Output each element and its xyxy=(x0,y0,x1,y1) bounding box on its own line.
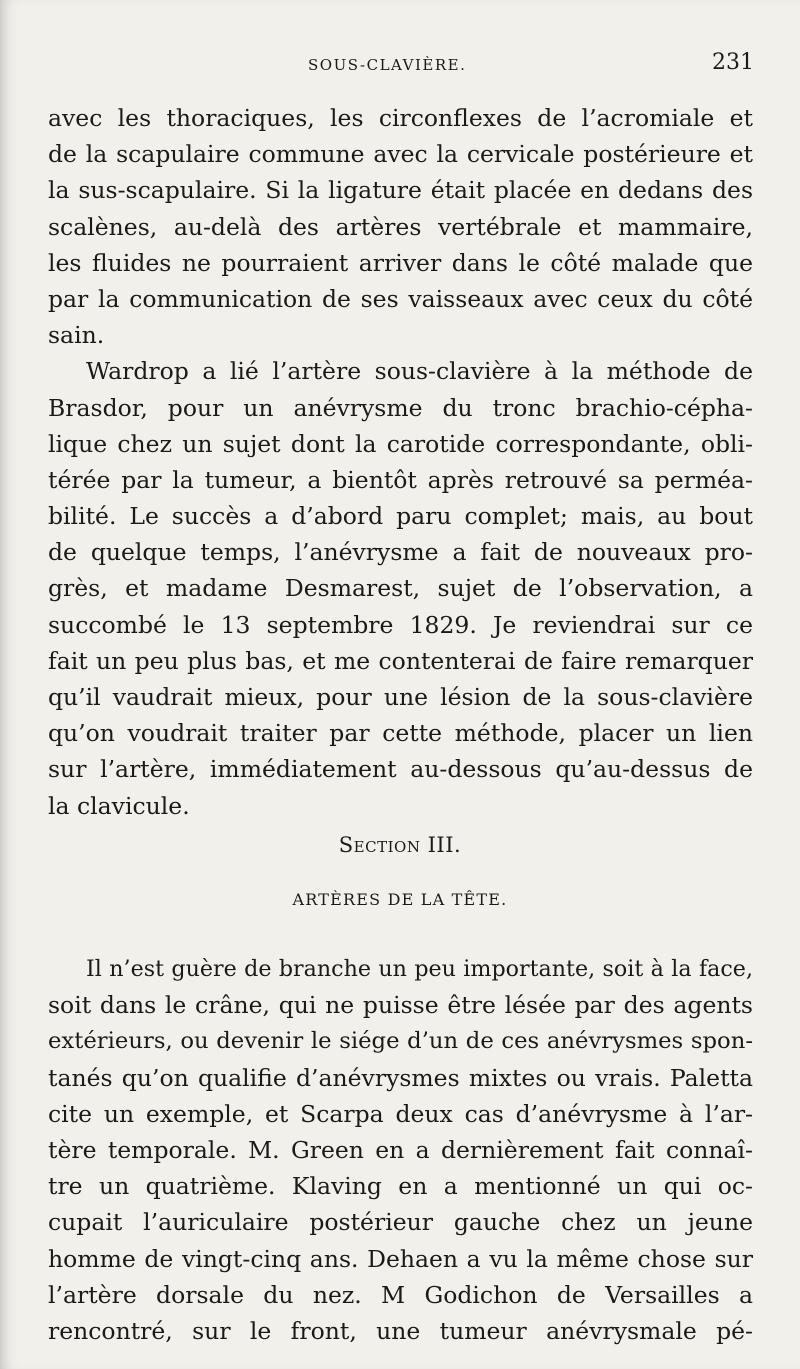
text-line: succombé le 13 septembre 1829. Je reviendrai sur ce xyxy=(48,610,753,639)
text-line: tanés qu’on qualifie d’anévrysmes mixtes ou vrais. Paletta xyxy=(48,1063,753,1092)
text-line: de quelque temps, l’anévrysme a fait de nouveaux pro- xyxy=(48,538,753,567)
text-line: la clavicule. xyxy=(48,791,190,820)
text-line: les fluides ne pourraient arriver dans le côté malade que xyxy=(48,248,753,277)
section-text xyxy=(48,951,753,1349)
body-text xyxy=(48,100,753,824)
text-line: cite un exemple, et Scarpa deux cas d’anévrysme à l’ar- xyxy=(48,1099,753,1128)
text-line: sur l’artère, immédiatement au-dessous qu’au-dessus de xyxy=(48,755,753,784)
text-line: fait un peu plus bas, et me contenterai de faire remarquer xyxy=(48,646,753,675)
text-line: Wardrop a lié l’artère sous-clavière à la méthode de xyxy=(86,357,753,386)
text-line: qu’il vaudrait mieux, pour une lésion de la sous-clavière xyxy=(48,683,753,711)
text-line: la sus-scapulaire. Si la ligature était placée en dedans des xyxy=(48,176,753,205)
text-line: grès, et madame Desmarest, sujet de l’observation, a xyxy=(48,574,753,603)
running-head: SOUS-CLAVIÈRE. xyxy=(308,56,467,74)
text-line: rencontré, sur le front, une tumeur anévrysmale pé- xyxy=(48,1316,753,1345)
text-line: cupait l’auriculaire postérieur gauche chez un jeune xyxy=(48,1208,753,1237)
text-line: soit dans le crâne, qui ne puisse être lésée par des agents xyxy=(48,991,753,1020)
text-line: homme de vingt-cinq ans. Dehaen a vu la même chose sur xyxy=(48,1244,753,1273)
text-line: qu’on voudrait traiter par cette méthode, placer un lien xyxy=(48,719,753,748)
text-line: Il n’est guère de branche un peu importante, soit à la face, xyxy=(86,956,753,982)
text-line: tère temporale. M. Green en a dernièrement fait connaî- xyxy=(48,1135,753,1164)
text-line: scalènes, au-delà des artères vertébrale et mammaire, xyxy=(48,212,753,241)
page-number: 231 xyxy=(712,50,754,75)
subsection-heading: ARTÈRES DE LA TÊTE. xyxy=(292,890,508,909)
text-line: Brasdor, pour un anévrysme du tronc brachio-cépha- xyxy=(48,393,753,422)
section-heading-text: Section III. xyxy=(338,833,462,857)
section-heading xyxy=(0,833,800,857)
text-line: lique chez un sujet dont la carotide correspondante, obli- xyxy=(48,429,753,458)
text-line: bilité. Le succès a d’abord paru complet; mais, au bout xyxy=(48,502,753,531)
text-line: sain. xyxy=(48,321,105,350)
text-line: l’artère dorsale du nez. M Godichon de Versailles a xyxy=(48,1280,753,1309)
text-line: extérieurs, ou devenir le siége d’un de ces anévrysmes spon- xyxy=(48,1028,753,1055)
text-line: par la communication de ses vaisseaux avec ceux du côté xyxy=(48,284,753,313)
text-line: térée par la tumeur, a bientôt après retrouvé sa perméa- xyxy=(48,465,753,494)
text-line: tre un quatrième. Klaving en a mentionné un qui oc- xyxy=(48,1172,753,1201)
text-line: avec les thoraciques, les circonflexes de l’acromiale et xyxy=(48,104,753,132)
text-line: de la scapulaire commune avec la cervicale postérieure et xyxy=(48,140,753,169)
